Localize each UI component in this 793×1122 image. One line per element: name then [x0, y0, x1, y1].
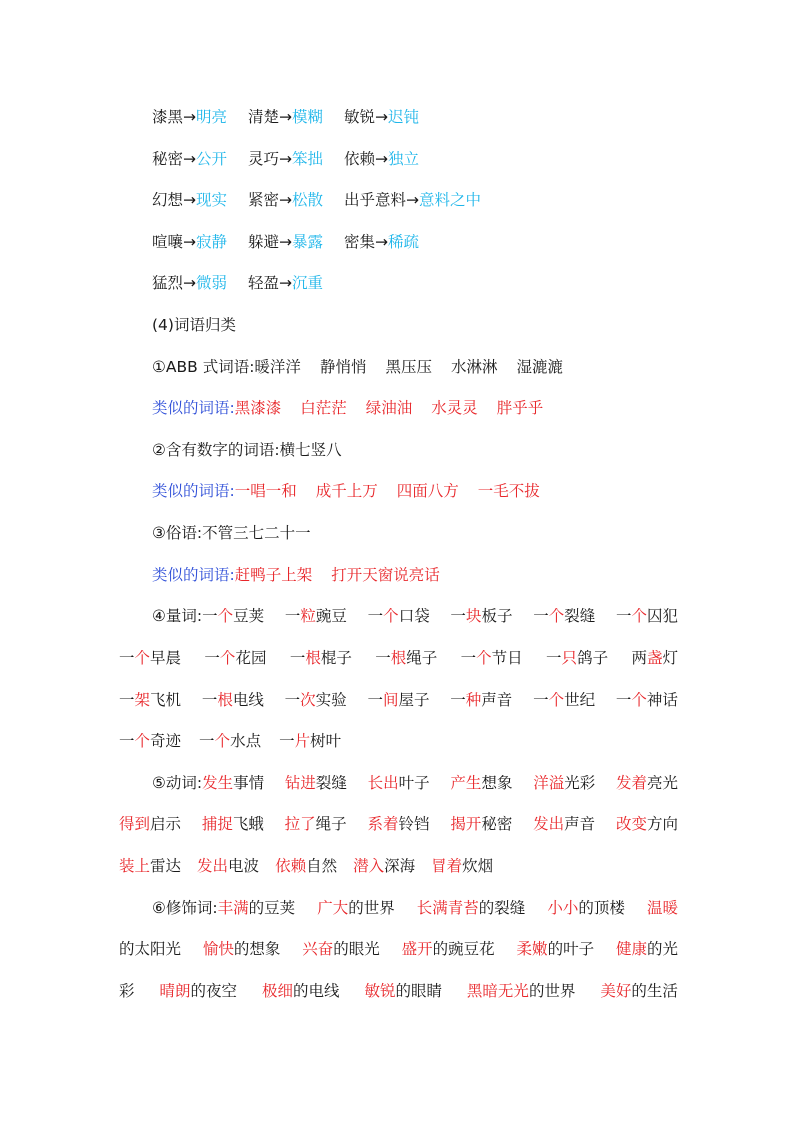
modified-noun: 的电线 — [292, 982, 340, 1000]
noun: 板子 — [481, 607, 513, 625]
measure-line-3 — [119, 686, 678, 714]
antonym-answer: 现实 — [196, 191, 228, 209]
noun: 早晨 — [150, 649, 182, 667]
measure-line-4 — [119, 727, 678, 755]
object: 深海 — [384, 857, 416, 875]
measure-word: 个 — [631, 607, 647, 625]
modified-noun: 的太阳光 — [119, 940, 182, 958]
noun: 节日 — [491, 649, 523, 667]
word: 水淋淋 — [450, 358, 498, 376]
measure-word: 只 — [561, 649, 578, 667]
measure-phrase — [461, 644, 523, 672]
abb-line — [152, 353, 678, 381]
modifier-phrase — [152, 894, 295, 922]
measure-word: 个 — [217, 607, 234, 625]
word: 黑压压 — [385, 358, 432, 376]
antonym-answer: 沉重 — [291, 274, 323, 292]
proverb-line — [152, 519, 678, 547]
modifier-phrase — [317, 894, 395, 922]
object: 声音 — [564, 815, 596, 833]
numeral: 一 — [533, 607, 549, 625]
measure-phrase — [616, 686, 678, 714]
object: 叶子 — [398, 774, 430, 792]
noun: 花园 — [235, 649, 267, 667]
measure-phrase — [616, 602, 678, 630]
number-words-line — [152, 436, 678, 464]
measure-word: 根 — [390, 649, 407, 667]
antonym-answer: 明亮 — [196, 108, 228, 126]
measure-word: 块 — [465, 607, 482, 625]
noun: 奇迹 — [150, 732, 182, 750]
numeral: 一 — [279, 732, 295, 750]
modifier: 健康 — [615, 940, 647, 958]
verb-phrase — [285, 769, 347, 797]
numeral: 一 — [533, 691, 549, 709]
arrow: → — [278, 233, 292, 251]
numeral: 一 — [367, 607, 384, 625]
modified-noun: 的眼光 — [333, 940, 380, 958]
verb: 发出 — [197, 857, 229, 875]
similar-label: 类似的词语: — [152, 482, 235, 500]
word: 横七竖八 — [279, 441, 342, 459]
modified-noun: 的光 — [646, 940, 678, 958]
category-heading: ④量词: — [152, 607, 203, 625]
object: 自然 — [306, 857, 338, 875]
noun: 口袋 — [398, 607, 430, 625]
measure-phrase — [450, 602, 512, 630]
modifier: 长满青苔 — [416, 899, 479, 917]
numeral: 一 — [367, 691, 383, 709]
antonym-line-4 — [152, 228, 678, 256]
measure-word: 个 — [476, 649, 492, 667]
modifier: 敏锐 — [364, 982, 396, 1000]
measure-word: 间 — [382, 691, 399, 709]
numeral: 一 — [119, 691, 135, 709]
numeral: 一 — [204, 649, 220, 667]
similar-word: 胖乎乎 — [496, 399, 544, 417]
numeral: 一 — [284, 607, 301, 625]
numeral: 一 — [202, 607, 218, 625]
verb: 长出 — [367, 774, 399, 792]
modifier: 盛开 — [401, 940, 433, 958]
modified-noun: 的夜空 — [190, 982, 237, 1000]
arrow: → — [278, 191, 292, 209]
verb-phrase — [152, 769, 264, 797]
modified-noun: 的豆荚 — [248, 899, 296, 917]
arrow: → — [183, 191, 197, 209]
object: 炊烟 — [462, 857, 494, 875]
measure-phrase — [119, 686, 181, 714]
measure-word: 个 — [548, 607, 565, 625]
similar-word: 打开天窗说亮话 — [331, 566, 440, 584]
measure-phrase — [533, 602, 595, 630]
verb: 钻进 — [284, 774, 316, 792]
verb-phrase — [533, 769, 595, 797]
modified-noun: 的世界 — [348, 899, 395, 917]
modifier-phrase — [547, 894, 625, 922]
verb: 发着 — [615, 774, 647, 792]
noun: 神话 — [646, 691, 678, 709]
arrow: → — [278, 274, 292, 292]
similar-word: 绿油油 — [365, 399, 413, 417]
modifier-phrase — [600, 977, 678, 1005]
verb-phrase — [285, 810, 347, 838]
verb-line-2 — [119, 810, 678, 838]
antonym-word: 轻盈 — [247, 274, 279, 292]
measure-phrase — [285, 686, 347, 714]
measure-phrase — [204, 644, 266, 672]
arrow: → — [374, 150, 388, 168]
similar-word: 一毛不拔 — [477, 482, 540, 500]
measure-word: 个 — [548, 691, 565, 709]
verb: 拉了 — [284, 815, 316, 833]
noun: 鸽子 — [577, 649, 609, 667]
modifier-line-2 — [119, 935, 678, 963]
antonym-word: 紧密 — [247, 191, 279, 209]
modified-noun: 的顶楼 — [578, 899, 625, 917]
measure-phrase — [290, 644, 352, 672]
modified-noun: 的眼睛 — [395, 982, 442, 1000]
measure-word: 片 — [294, 732, 311, 750]
modifier-phrase — [467, 977, 576, 1005]
verb-phrase — [119, 810, 181, 838]
modifier-line-1 — [152, 894, 678, 922]
measure-word: 根 — [217, 691, 233, 709]
verb-phrase — [119, 857, 181, 875]
modifier-phrase — [159, 977, 237, 1005]
measure-phrase — [285, 602, 347, 630]
antonym-answer: 笨拙 — [291, 150, 323, 168]
noun: 灯 — [662, 649, 678, 667]
measure-phrase — [279, 732, 341, 750]
verb: 揭开 — [450, 815, 482, 833]
antonym-word: 秘密 — [152, 150, 184, 168]
verb-phrase — [275, 857, 337, 875]
verb-line-1 — [152, 769, 678, 797]
modifier-phrase — [647, 894, 678, 922]
modified-noun: 的想象 — [233, 940, 281, 958]
modifier: 小小 — [547, 899, 579, 917]
measure-phrase — [533, 686, 595, 714]
antonym-answer: 独立 — [387, 150, 419, 168]
measure-phrase — [546, 644, 608, 672]
similar-word: 白茫茫 — [300, 399, 347, 417]
antonym-word: 敏锐 — [343, 108, 375, 126]
measure-phrase — [202, 686, 264, 714]
antonym-line-1 — [152, 103, 678, 131]
verb-phrase — [197, 857, 259, 875]
verb-phrase — [450, 810, 512, 838]
measure-word: 次 — [300, 691, 316, 709]
numeral: 一 — [375, 649, 391, 667]
measure-word: 根 — [305, 649, 321, 667]
antonym-answer: 稀疏 — [387, 233, 419, 251]
modified-noun: 的叶子 — [547, 940, 595, 958]
object: 电波 — [228, 857, 260, 875]
modifier-phrase — [417, 894, 526, 922]
modifier: 广大 — [317, 899, 349, 917]
antonym-word: 幻想 — [152, 191, 184, 209]
arrow: → — [374, 233, 388, 251]
noun: 豆荚 — [233, 607, 265, 625]
word: 湿漉漉 — [516, 358, 563, 376]
numeral: 一 — [284, 691, 301, 709]
numeral: 一 — [119, 732, 135, 750]
object: 绳子 — [315, 815, 347, 833]
object: 启示 — [150, 815, 182, 833]
numeral: 两 — [631, 649, 647, 667]
verb: 产生 — [450, 774, 482, 792]
antonym-answer: 松散 — [291, 191, 323, 209]
modifier-phrase — [302, 935, 380, 963]
verb-phrase — [450, 769, 512, 797]
object: 铃铛 — [398, 815, 430, 833]
section-title: (4)词语归类 — [152, 316, 236, 334]
arrow: → — [278, 150, 292, 168]
modifier-phrase — [203, 935, 281, 963]
arrow: → — [183, 108, 197, 126]
measure-word: 个 — [214, 732, 231, 750]
antonym-answer: 微弱 — [196, 274, 228, 292]
object: 秘密 — [481, 815, 513, 833]
noun: 水点 — [230, 732, 262, 750]
measure-word: 个 — [631, 691, 647, 709]
measure-phrase — [119, 644, 181, 672]
numeral: 一 — [119, 649, 135, 667]
measure-word: 个 — [219, 649, 236, 667]
verb: 装上 — [119, 857, 151, 875]
arrow: → — [183, 150, 197, 168]
numeral: 一 — [199, 732, 215, 750]
noun: 绳子 — [406, 649, 438, 667]
modifier-phrase — [616, 935, 678, 963]
similar-word: 一唱一和 — [234, 482, 297, 500]
modified-noun: 彩 — [119, 982, 135, 1000]
measure-line-2 — [119, 644, 678, 672]
measure-phrase — [450, 686, 512, 714]
verb: 潜入 — [353, 857, 385, 875]
noun: 电线 — [232, 691, 264, 709]
arrow: → — [405, 191, 419, 209]
numeral: 一 — [615, 607, 632, 625]
antonym-answer: 公开 — [196, 150, 228, 168]
verb: 系着 — [367, 815, 399, 833]
verb-phrase — [353, 857, 415, 875]
similar-word: 成千上万 — [315, 482, 378, 500]
category-heading: ⑥修饰词: — [152, 899, 218, 917]
antonym-word: 依赖 — [343, 150, 375, 168]
measure-word: 架 — [134, 691, 151, 709]
category-heading: ①ABB 式词语: — [152, 358, 255, 376]
antonym-word: 躲避 — [247, 233, 279, 251]
modifier: 黑暗无光 — [466, 982, 529, 1000]
measure-phrase — [152, 602, 264, 630]
modifier: 丰满 — [217, 899, 249, 917]
arrow: → — [183, 233, 197, 251]
object: 光彩 — [564, 774, 596, 792]
modifier-phrase — [517, 935, 595, 963]
noun: 声音 — [481, 691, 513, 709]
object: 想象 — [481, 774, 513, 792]
word: 不管三七二十一 — [202, 524, 311, 542]
arrow: → — [374, 108, 388, 126]
proverb-similar-line — [152, 561, 678, 589]
antonym-line-3 — [152, 186, 678, 214]
verb-line-3 — [119, 852, 678, 880]
numeral: 一 — [546, 649, 562, 667]
object: 飞蛾 — [232, 815, 264, 833]
number-similar-line — [152, 477, 678, 505]
category-heading: ③俗语: — [152, 524, 203, 542]
verb-phrase — [202, 810, 264, 838]
verb-phrase — [367, 810, 429, 838]
antonym-answer: 迟钝 — [387, 108, 419, 126]
verb: 捕捉 — [201, 815, 233, 833]
measure-phrase — [631, 644, 678, 672]
modifier: 柔嫩 — [516, 940, 548, 958]
antonym-word: 漆黑 — [152, 108, 184, 126]
measure-word: 个 — [134, 732, 151, 750]
verb: 发生 — [202, 774, 234, 792]
antonym-answer: 模糊 — [291, 108, 323, 126]
verb: 依赖 — [275, 857, 307, 875]
measure-word: 个 — [383, 607, 399, 625]
antonym-answer: 意料之中 — [418, 191, 481, 209]
antonym-line-5 — [152, 269, 678, 297]
numeral: 一 — [460, 649, 477, 667]
noun: 实验 — [315, 691, 347, 709]
measure-phrase — [375, 644, 437, 672]
antonym-word: 密集 — [343, 233, 375, 251]
antonym-word: 清楚 — [247, 108, 279, 126]
verb: 冒着 — [431, 857, 463, 875]
verb-phrase — [616, 769, 678, 797]
modifier: 极细 — [261, 982, 293, 1000]
numeral: 一 — [289, 649, 306, 667]
object: 方向 — [646, 815, 678, 833]
similar-word: 黑漆漆 — [234, 399, 282, 417]
numeral: 一 — [201, 691, 218, 709]
antonym-word: 猛烈 — [152, 274, 184, 292]
measure-word: 个 — [134, 649, 151, 667]
measure-word: 粒 — [300, 607, 316, 625]
modified-noun: 的世界 — [528, 982, 576, 1000]
numeral: 一 — [450, 607, 466, 625]
antonym-line-2 — [152, 145, 678, 173]
modifier-phrase — [262, 977, 340, 1005]
modifier-phrase — [119, 977, 135, 1005]
measure-word: 种 — [465, 691, 482, 709]
measure-phrase — [367, 686, 429, 714]
verb-phrase — [533, 810, 595, 838]
word: 暖洋洋 — [254, 358, 301, 376]
modifier: 愉快 — [202, 940, 234, 958]
category-heading: ②含有数字的词语: — [152, 441, 280, 459]
numeral: 一 — [450, 691, 466, 709]
modifier-phrase — [364, 977, 442, 1005]
arrow: → — [183, 274, 197, 292]
modifier-line-3 — [119, 977, 678, 1005]
antonym-word: 灵巧 — [247, 150, 279, 168]
noun: 囚犯 — [646, 607, 678, 625]
category-heading: ⑤动词: — [152, 774, 203, 792]
similar-label: 类似的词语: — [152, 399, 235, 417]
modified-noun: 的裂缝 — [478, 899, 526, 917]
similar-label: 类似的词语: — [152, 566, 235, 584]
antonym-word: 出乎意料 — [343, 191, 406, 209]
modifier-phrase — [402, 935, 495, 963]
object: 亮光 — [646, 774, 678, 792]
verb-phrase — [368, 769, 430, 797]
measure-phrase — [368, 602, 430, 630]
modifier: 温暖 — [646, 899, 678, 917]
measure-phrase — [199, 732, 261, 750]
noun: 飞机 — [150, 691, 182, 709]
measure-line-1 — [152, 602, 678, 630]
antonym-answer: 暴露 — [291, 233, 323, 251]
modifier: 美好 — [600, 982, 632, 1000]
similar-word: 水灵灵 — [431, 399, 478, 417]
abb-similar-line — [152, 394, 678, 422]
noun: 棍子 — [320, 649, 352, 667]
word: 静悄悄 — [319, 358, 367, 376]
verb: 发出 — [533, 815, 565, 833]
modified-noun: 的生活 — [631, 982, 678, 1000]
noun: 豌豆 — [315, 607, 347, 625]
modified-noun: 的豌豆花 — [432, 940, 495, 958]
similar-word: 赶鸭子上架 — [234, 566, 313, 584]
modifier-phrase — [119, 935, 181, 963]
verb: 得到 — [119, 815, 151, 833]
numeral: 一 — [615, 691, 632, 709]
measure-word: 盏 — [646, 649, 663, 667]
modifier: 兴奋 — [302, 940, 334, 958]
noun: 裂缝 — [564, 607, 596, 625]
similar-word: 四面八方 — [396, 482, 459, 500]
noun: 树叶 — [310, 732, 342, 750]
antonym-word: 喧嚷 — [152, 233, 184, 251]
object: 裂缝 — [315, 774, 347, 792]
arrow: → — [278, 108, 292, 126]
verb: 洋溢 — [533, 774, 565, 792]
object: 雷达 — [150, 857, 182, 875]
measure-phrase — [119, 732, 181, 750]
object: 事情 — [233, 774, 265, 792]
verb-phrase — [616, 810, 678, 838]
modifier: 晴朗 — [159, 982, 191, 1000]
verb-phrase — [431, 857, 493, 875]
antonym-answer: 寂静 — [196, 233, 228, 251]
verb: 改变 — [615, 815, 647, 833]
noun: 屋子 — [398, 691, 430, 709]
noun: 世纪 — [564, 691, 596, 709]
